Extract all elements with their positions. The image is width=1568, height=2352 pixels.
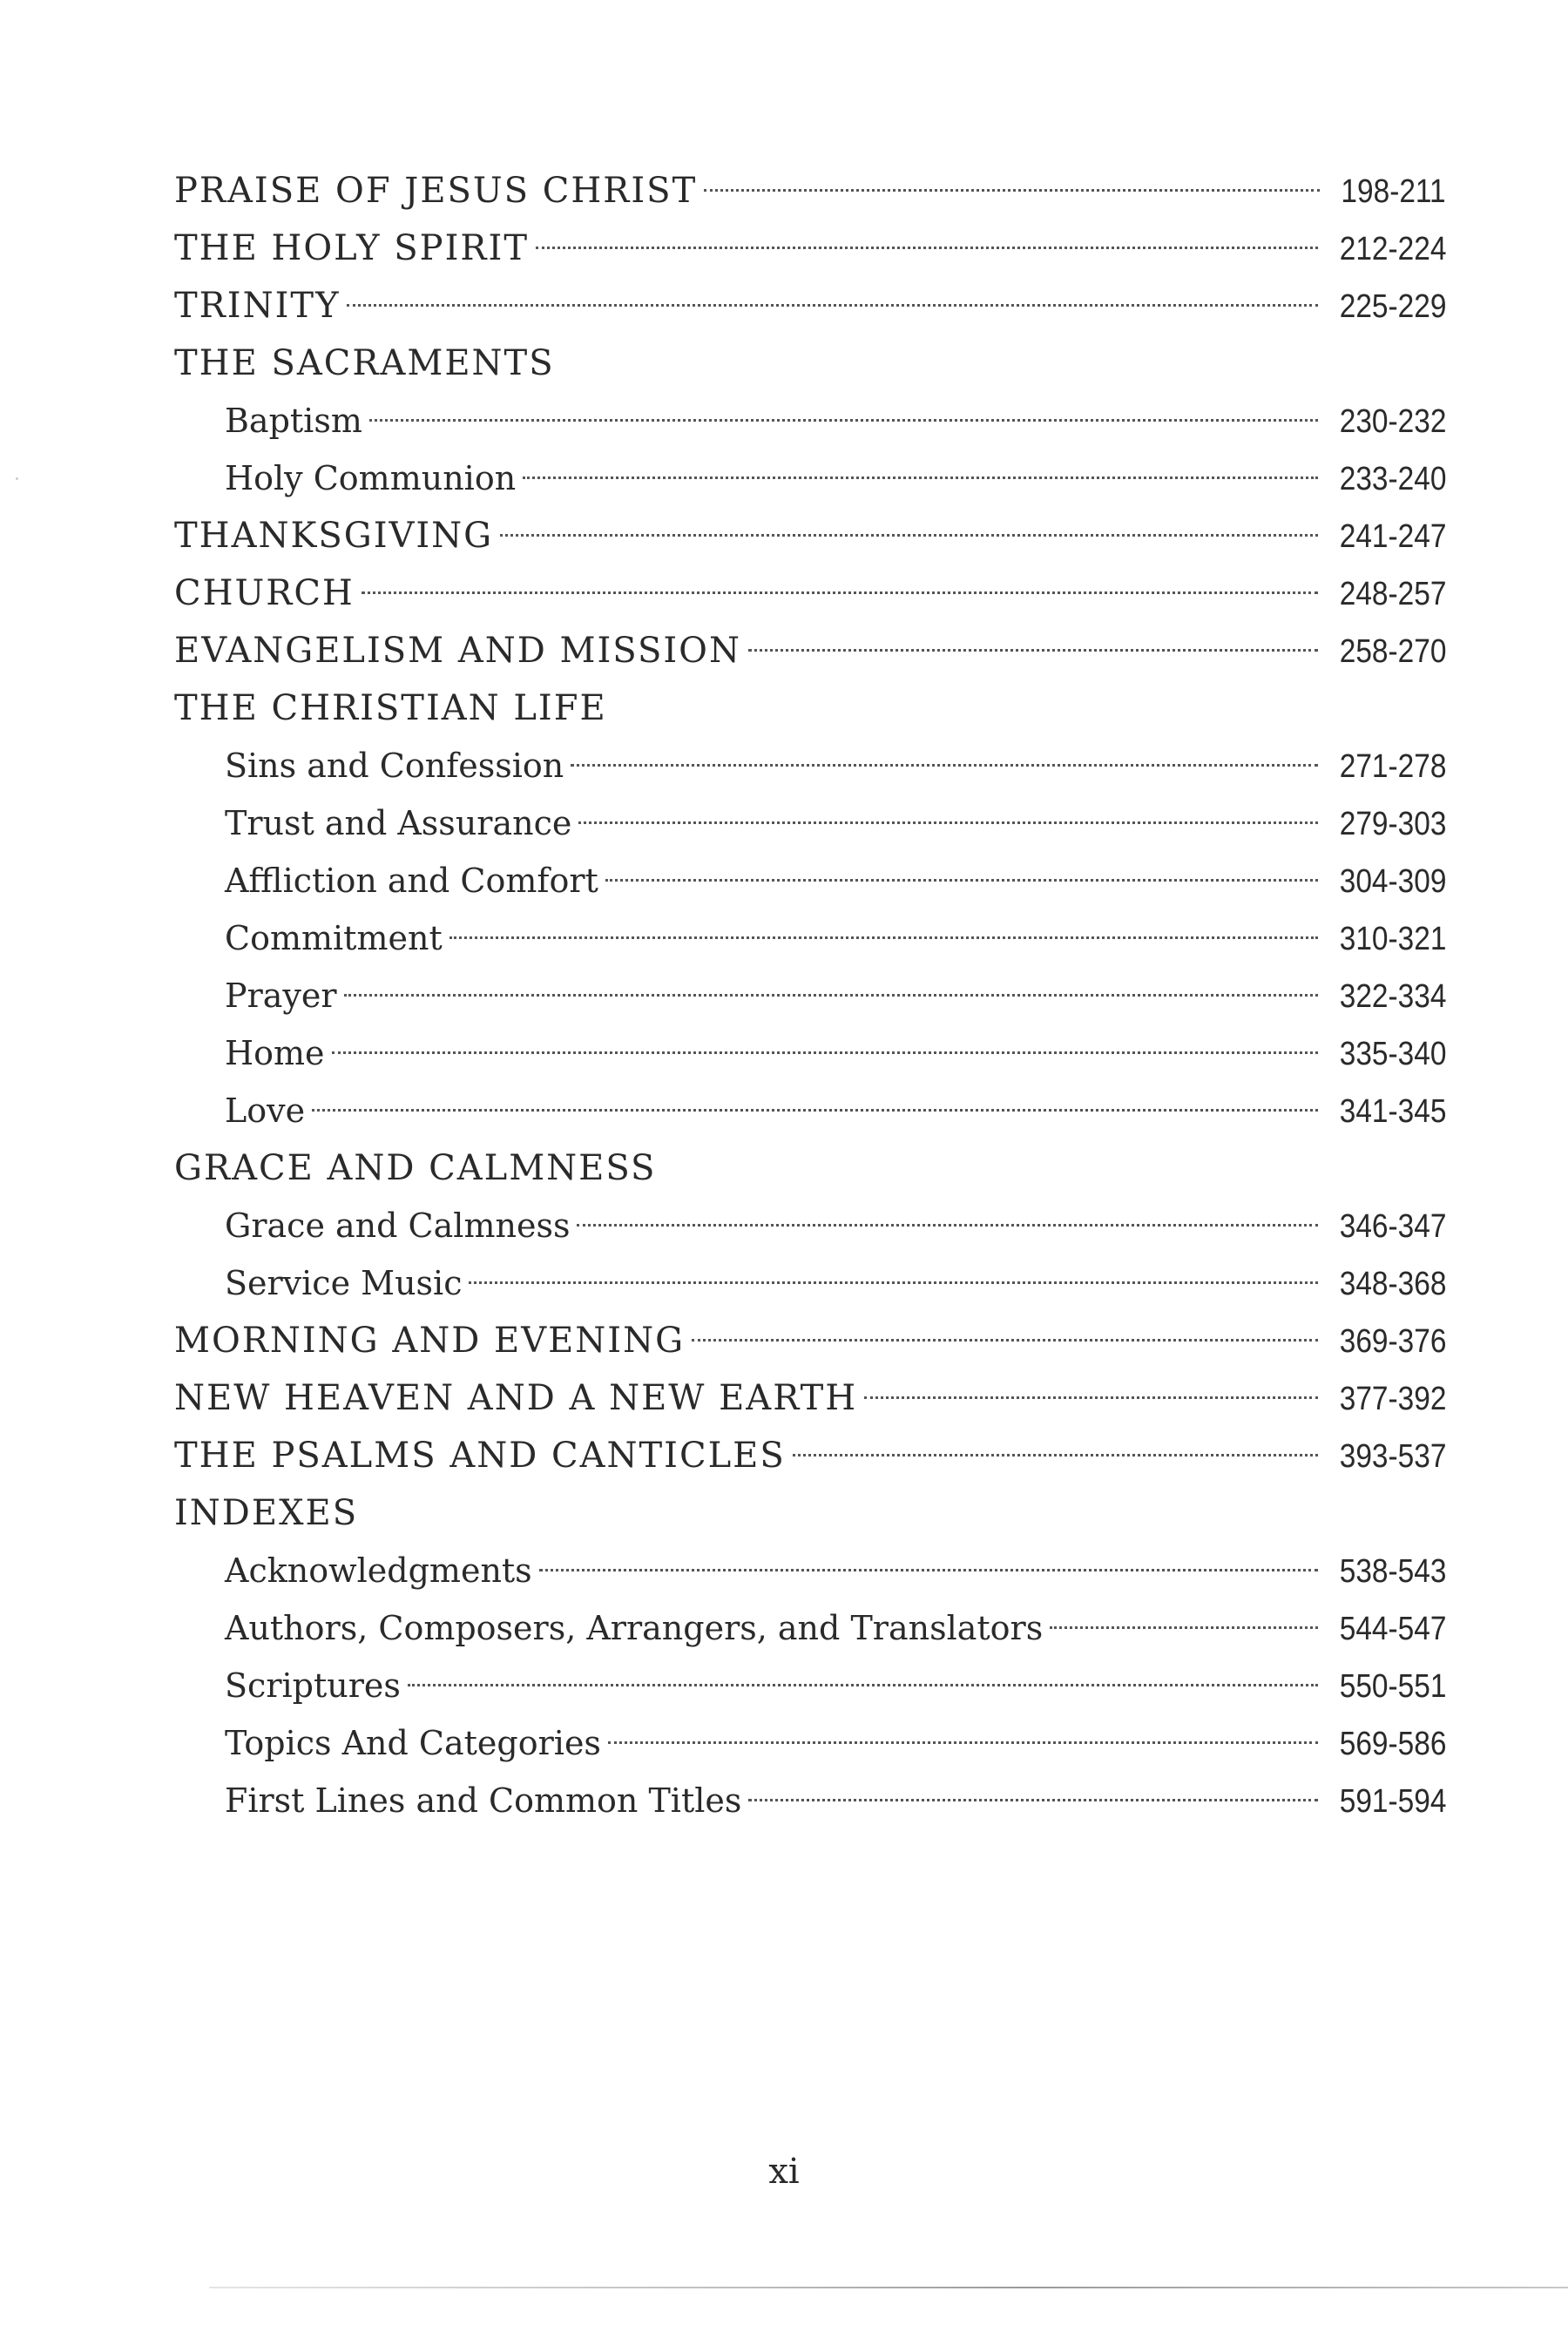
toc-subentry — [174, 852, 1446, 909]
toc-entry-label: EVANGELISM AND MISSION — [174, 631, 741, 671]
toc-entry — [174, 679, 1446, 737]
table-of-contents — [174, 162, 1446, 1829]
toc-entry-label: PRAISE OF JESUS CHRIST — [174, 171, 698, 211]
toc-subentry — [174, 737, 1446, 794]
dot-leader — [793, 1454, 1318, 1456]
toc-subentry — [174, 1024, 1446, 1082]
toc-subentry — [174, 967, 1446, 1024]
toc-entry-label: INDEXES — [174, 1493, 359, 1533]
toc-entry-pages: 233-240 — [1339, 461, 1446, 497]
toc-entry-label: THE PSALMS AND CANTICLES — [174, 1436, 786, 1476]
toc-entry-label: THE CHRISTIAN LIFE — [174, 688, 607, 728]
toc-entry-label: Holy Communion — [225, 459, 517, 497]
dot-leader — [312, 1109, 1317, 1112]
toc-entry-pages: 279-303 — [1339, 806, 1446, 842]
toc-entry-pages: 258-270 — [1339, 633, 1446, 670]
toc-entry-pages: 304-309 — [1339, 863, 1446, 900]
toc-subentry — [174, 1714, 1446, 1772]
toc-entry-label: Scriptures — [225, 1666, 401, 1705]
toc-entry — [174, 1427, 1446, 1484]
toc-entry-label: Love — [225, 1092, 306, 1130]
toc-entry-label: Sins and Confession — [225, 747, 564, 785]
toc-entry — [174, 622, 1446, 679]
dot-leader — [536, 247, 1318, 249]
toc-entry — [174, 564, 1446, 622]
toc-entry-label: Commitment — [225, 919, 443, 957]
dot-leader — [704, 189, 1320, 192]
dot-leader — [449, 936, 1318, 939]
toc-subentry — [174, 449, 1446, 507]
margin-speck — [16, 477, 18, 480]
toc-subentry — [174, 1197, 1446, 1254]
toc-entry — [174, 335, 1446, 392]
bottom-scan-rule — [209, 2287, 1568, 2288]
toc-entry — [174, 1369, 1446, 1427]
dot-leader — [605, 879, 1318, 882]
toc-entry-pages: 377-392 — [1339, 1381, 1446, 1417]
toc-entry-pages: 341-345 — [1339, 1093, 1446, 1130]
toc-entry-label: Authors, Composers, Arrangers, and Translators — [225, 1609, 1044, 1647]
toc-entry-pages: 230-232 — [1339, 403, 1446, 440]
toc-entry — [174, 1139, 1446, 1197]
toc-entry — [174, 1484, 1446, 1542]
toc-entry-label: CHURCH — [174, 573, 355, 613]
toc-entry — [174, 507, 1446, 564]
toc-entry-pages: 544-547 — [1339, 1611, 1446, 1647]
toc-entry-pages: 550-551 — [1339, 1668, 1446, 1705]
toc-subentry — [174, 794, 1446, 852]
toc-entry-pages: 225-229 — [1339, 288, 1446, 325]
dot-leader — [500, 534, 1317, 537]
toc-entry-label: THANKSGIVING — [174, 516, 494, 556]
toc-subentry — [174, 1772, 1446, 1829]
dot-leader — [347, 304, 1317, 307]
toc-entry — [174, 162, 1446, 220]
dot-leader — [608, 1741, 1318, 1744]
toc-entry-pages: 248-257 — [1339, 576, 1446, 612]
dot-leader — [571, 764, 1317, 767]
toc-entry-label: NEW HEAVEN AND A NEW EARTH — [174, 1378, 858, 1418]
toc-entry-label: Baptism — [225, 402, 362, 440]
toc-entry — [174, 277, 1446, 335]
toc-entry-pages: 198-211 — [1341, 173, 1446, 210]
dot-leader — [864, 1396, 1317, 1399]
toc-entry-pages: 310-321 — [1339, 921, 1446, 957]
toc-entry-label: First Lines and Common Titles — [225, 1781, 742, 1820]
toc-entry-label: THE HOLY SPIRIT — [174, 228, 529, 268]
dot-leader — [578, 821, 1317, 824]
dot-leader — [748, 1799, 1317, 1801]
toc-entry-pages: 346-347 — [1339, 1208, 1446, 1245]
dot-leader — [344, 994, 1318, 997]
toc-entry-pages: 241-247 — [1339, 518, 1446, 555]
dot-leader — [469, 1281, 1317, 1284]
toc-entry-label: TRINITY — [174, 286, 341, 326]
dot-leader — [577, 1224, 1317, 1227]
toc-entry-label: Service Music — [225, 1264, 463, 1302]
toc-entry-pages: 369-376 — [1339, 1323, 1446, 1360]
dot-leader — [408, 1684, 1318, 1686]
toc-entry-label: Acknowledgments — [225, 1551, 532, 1590]
page-number: xi — [768, 2152, 800, 2192]
dot-leader — [1050, 1626, 1317, 1629]
dot-leader — [362, 591, 1318, 594]
toc-entry-label: MORNING AND EVENING — [174, 1321, 686, 1361]
toc-entry — [174, 1312, 1446, 1369]
toc-entry-pages: 271-278 — [1339, 748, 1446, 785]
toc-subentry — [174, 1082, 1446, 1139]
dot-leader — [523, 476, 1317, 479]
toc-entry-pages: 348-368 — [1339, 1266, 1446, 1302]
toc-entry-pages: 538-543 — [1339, 1553, 1446, 1590]
toc-subentry — [174, 392, 1446, 449]
toc-entry-label: THE SACRAMENTS — [174, 343, 555, 383]
dot-leader — [369, 419, 1318, 422]
toc-entry-label: Topics And Categories — [225, 1724, 601, 1762]
toc-entry-label: GRACE AND CALMNESS — [174, 1148, 657, 1188]
toc-subentry — [174, 1254, 1446, 1312]
toc-subentry — [174, 1542, 1446, 1599]
toc-subentry — [174, 909, 1446, 967]
dot-leader — [692, 1339, 1317, 1342]
toc-entry-pages: 212-224 — [1339, 231, 1446, 267]
toc-entry-label: Home — [225, 1034, 325, 1072]
toc-subentry — [174, 1657, 1446, 1714]
dot-leader — [748, 649, 1318, 652]
toc-subentry — [174, 1599, 1446, 1657]
toc-entry-label: Trust and Assurance — [225, 804, 572, 842]
toc-entry-pages: 569-586 — [1339, 1726, 1446, 1762]
dot-leader — [539, 1569, 1318, 1571]
toc-entry-pages: 335-340 — [1339, 1036, 1446, 1072]
toc-entry-label: Grace and Calmness — [225, 1206, 571, 1245]
toc-entry-pages: 591-594 — [1339, 1783, 1446, 1820]
dot-leader — [332, 1051, 1318, 1054]
toc-entry — [174, 220, 1446, 277]
toc-entry-label: Affliction and Comfort — [225, 862, 598, 900]
toc-entry-label: Prayer — [225, 977, 337, 1015]
toc-entry-pages: 322-334 — [1339, 978, 1446, 1015]
toc-entry-pages: 393-537 — [1339, 1438, 1446, 1475]
